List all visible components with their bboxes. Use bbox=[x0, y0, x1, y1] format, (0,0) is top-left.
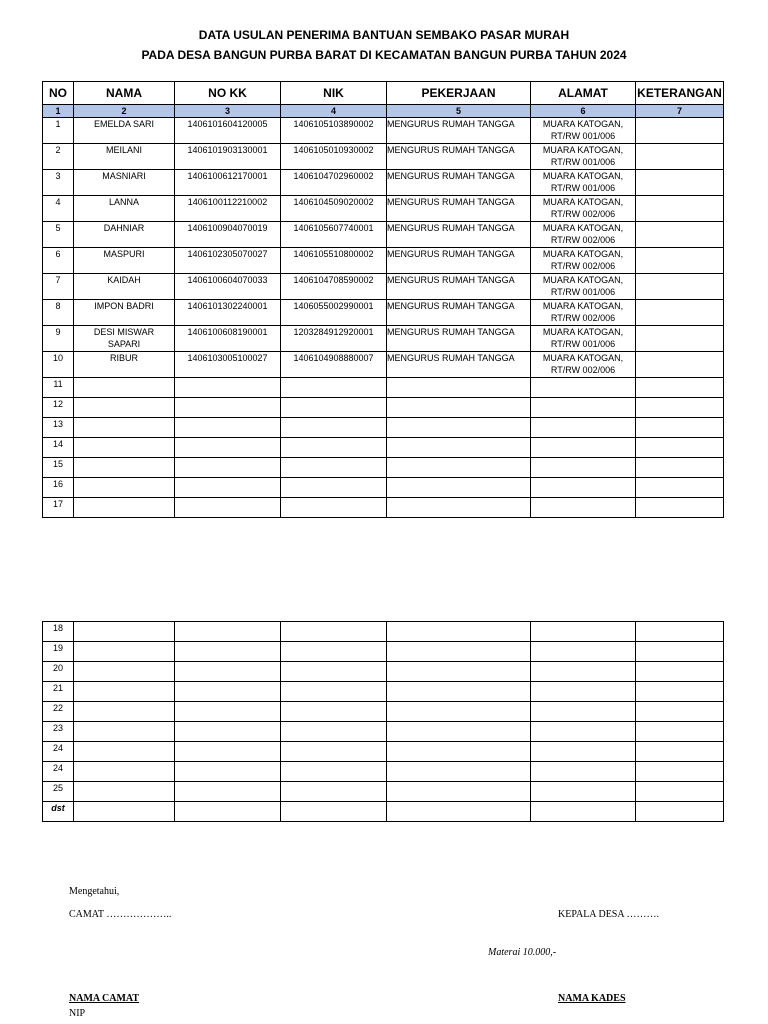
cell-empty bbox=[531, 722, 636, 742]
cell-empty bbox=[74, 782, 175, 802]
cell-keterangan bbox=[636, 170, 724, 196]
cell-empty bbox=[281, 622, 387, 642]
cell-pekerjaan: MENGURUS RUMAH TANGGA bbox=[387, 170, 531, 196]
cell-empty bbox=[175, 682, 281, 702]
table-row bbox=[43, 762, 724, 782]
column-number: 5 bbox=[387, 105, 531, 118]
cell-no: 21 bbox=[43, 682, 74, 702]
column-header-no: NO bbox=[43, 82, 74, 105]
cell-keterangan bbox=[636, 352, 724, 378]
stamp-duty-label: Materai 10.000,- bbox=[488, 947, 557, 958]
cell-no: 7 bbox=[43, 274, 74, 300]
column-header-nik: NIK bbox=[281, 82, 387, 105]
cell-no: 13 bbox=[43, 418, 74, 438]
cell-keterangan bbox=[636, 196, 724, 222]
cell-empty bbox=[636, 458, 724, 478]
column-header-keterangan: KETERANGAN bbox=[636, 82, 724, 105]
cell-keterangan bbox=[636, 222, 724, 248]
cell-keterangan bbox=[636, 118, 724, 144]
cell-empty bbox=[281, 378, 387, 398]
cell-nama: EMELDA SARI bbox=[74, 118, 175, 144]
cell-empty bbox=[531, 742, 636, 762]
alamat-line-1: MUARA KATOGAN, bbox=[542, 197, 624, 207]
cell-empty bbox=[531, 418, 636, 438]
cell-empty bbox=[281, 398, 387, 418]
cell-empty bbox=[636, 722, 724, 742]
table-row bbox=[43, 642, 724, 662]
cell-empty bbox=[387, 742, 531, 762]
cell-empty bbox=[74, 802, 175, 822]
document-title-line-1: DATA USULAN PENERIMA BANTUAN SEMBAKO PASAR MURAH bbox=[198, 28, 570, 42]
cell-empty bbox=[636, 662, 724, 682]
table-row bbox=[43, 682, 724, 702]
cell-empty bbox=[531, 398, 636, 418]
cell-nama: DESI MISWAR SAPARI bbox=[74, 326, 175, 352]
cell-empty bbox=[281, 782, 387, 802]
cell-empty bbox=[74, 478, 175, 498]
cell-empty bbox=[175, 642, 281, 662]
cell-pekerjaan: MENGURUS RUMAH TANGGA bbox=[387, 248, 531, 274]
cell-no-kk: 1406100112210002 bbox=[175, 196, 281, 222]
cell-empty bbox=[175, 458, 281, 478]
cell-keterangan bbox=[636, 326, 724, 352]
cell-keterangan bbox=[636, 248, 724, 274]
alamat-line-2: RT/RW 001/006 bbox=[550, 287, 616, 297]
table-row bbox=[43, 274, 724, 300]
column-header-nama: NAMA bbox=[74, 82, 175, 105]
cell-empty bbox=[74, 762, 175, 782]
cell-empty bbox=[636, 762, 724, 782]
table-row bbox=[43, 802, 724, 822]
cell-empty bbox=[387, 458, 531, 478]
cell-nama: IMPON BADRI bbox=[74, 300, 175, 326]
cell-empty bbox=[531, 662, 636, 682]
cell-alamat bbox=[531, 144, 636, 170]
cell-alamat bbox=[531, 300, 636, 326]
table-row bbox=[43, 742, 724, 762]
cell-alamat bbox=[531, 248, 636, 274]
cell-empty bbox=[387, 378, 531, 398]
cell-no: 20 bbox=[43, 662, 74, 682]
alamat-line-2: RT/RW 002/006 bbox=[550, 365, 616, 375]
cell-no: 10 bbox=[43, 352, 74, 378]
table-row bbox=[43, 438, 724, 458]
cell-nik: 1406104908880007 bbox=[281, 352, 387, 378]
cell-empty bbox=[175, 498, 281, 518]
cell-no-kk: 1406100612170001 bbox=[175, 170, 281, 196]
cell-alamat bbox=[531, 118, 636, 144]
cell-nik: 1406104702960002 bbox=[281, 170, 387, 196]
cell-empty bbox=[74, 498, 175, 518]
cell-nik: 1406105510800002 bbox=[281, 248, 387, 274]
cell-empty bbox=[387, 682, 531, 702]
cell-nik: 1203284912920001 bbox=[281, 326, 387, 352]
cell-empty bbox=[175, 478, 281, 498]
column-header-no-kk: NO KK bbox=[175, 82, 281, 105]
cell-keterangan bbox=[636, 300, 724, 326]
cell-nik: 1406104708590002 bbox=[281, 274, 387, 300]
cell-no-kk: 1406101903130001 bbox=[175, 144, 281, 170]
alamat-line-2: RT/RW 002/006 bbox=[550, 313, 616, 323]
cell-empty bbox=[531, 498, 636, 518]
alamat-line-1: MUARA KATOGAN, bbox=[542, 145, 624, 155]
cell-no-kk: 1406101302240001 bbox=[175, 300, 281, 326]
alamat-line-1: MUARA KATOGAN, bbox=[542, 223, 624, 233]
cell-empty bbox=[636, 398, 724, 418]
cell-no: 12 bbox=[43, 398, 74, 418]
cell-empty bbox=[387, 702, 531, 722]
cell-alamat bbox=[531, 274, 636, 300]
column-number: 1 bbox=[43, 105, 74, 118]
cell-no: 22 bbox=[43, 702, 74, 722]
cell-pekerjaan: MENGURUS RUMAH TANGGA bbox=[387, 274, 531, 300]
cell-empty bbox=[531, 642, 636, 662]
alamat-line-1: MUARA KATOGAN, bbox=[542, 119, 624, 129]
cell-empty bbox=[175, 418, 281, 438]
cell-empty bbox=[175, 378, 281, 398]
cell-no: 1 bbox=[43, 118, 74, 144]
cell-empty bbox=[387, 438, 531, 458]
cell-no: 18 bbox=[43, 622, 74, 642]
cell-alamat bbox=[531, 196, 636, 222]
alamat-line-2: RT/RW 001/006 bbox=[550, 183, 616, 193]
cell-nama: DAHNIAR bbox=[74, 222, 175, 248]
cell-empty bbox=[74, 418, 175, 438]
cell-empty bbox=[175, 438, 281, 458]
cell-no: 14 bbox=[43, 438, 74, 458]
cell-empty bbox=[175, 742, 281, 762]
cell-empty bbox=[636, 478, 724, 498]
table-row bbox=[43, 782, 724, 802]
cell-empty bbox=[387, 498, 531, 518]
cell-nama: RIBUR bbox=[74, 352, 175, 378]
cell-empty bbox=[281, 498, 387, 518]
cell-no: 25 bbox=[43, 782, 74, 802]
cell-empty bbox=[387, 622, 531, 642]
cell-empty bbox=[175, 802, 281, 822]
cell-nik: 1406105103890002 bbox=[281, 118, 387, 144]
column-number-row bbox=[43, 105, 724, 118]
cell-nama: KAIDAH bbox=[74, 274, 175, 300]
cell-nama: LANNA bbox=[74, 196, 175, 222]
cell-empty bbox=[636, 742, 724, 762]
cell-nik: 1406104509020002 bbox=[281, 196, 387, 222]
cell-pekerjaan: MENGURUS RUMAH TANGGA bbox=[387, 196, 531, 222]
cell-empty bbox=[74, 702, 175, 722]
cell-nik: 1406105010930002 bbox=[281, 144, 387, 170]
cell-empty bbox=[74, 458, 175, 478]
cell-empty bbox=[175, 762, 281, 782]
cell-no: 24 bbox=[43, 762, 74, 782]
cell-pekerjaan: MENGURUS RUMAH TANGGA bbox=[387, 118, 531, 144]
cell-empty bbox=[531, 438, 636, 458]
alamat-line-2: RT/RW 002/006 bbox=[550, 235, 616, 245]
alamat-line-2: RT/RW 002/006 bbox=[550, 209, 616, 219]
cell-no-kk: 1406103005100027 bbox=[175, 352, 281, 378]
cell-empty bbox=[531, 458, 636, 478]
cell-empty bbox=[387, 662, 531, 682]
cell-empty bbox=[74, 438, 175, 458]
cell-empty bbox=[175, 662, 281, 682]
cell-empty bbox=[387, 418, 531, 438]
table-row bbox=[43, 300, 724, 326]
cell-empty bbox=[531, 702, 636, 722]
alamat-line-1: MUARA KATOGAN, bbox=[542, 249, 624, 259]
table-row bbox=[43, 196, 724, 222]
alamat-line-1: MUARA KATOGAN, bbox=[542, 301, 624, 311]
cell-alamat bbox=[531, 222, 636, 248]
camat-name-signature: NAMA CAMAT bbox=[69, 993, 140, 1004]
cell-nama: MEILANI bbox=[74, 144, 175, 170]
column-number: 6 bbox=[531, 105, 636, 118]
nip-label: NIP bbox=[69, 1008, 86, 1019]
table-row bbox=[43, 352, 724, 378]
cell-empty bbox=[531, 782, 636, 802]
cell-no: 24 bbox=[43, 742, 74, 762]
cell-empty bbox=[531, 378, 636, 398]
cell-empty bbox=[175, 622, 281, 642]
cell-empty bbox=[387, 722, 531, 742]
cell-empty bbox=[74, 622, 175, 642]
cell-empty bbox=[74, 642, 175, 662]
alamat-line-2: RT/RW 001/006 bbox=[550, 157, 616, 167]
cell-empty bbox=[636, 702, 724, 722]
table-row bbox=[43, 144, 724, 170]
cell-no: 8 bbox=[43, 300, 74, 326]
table-row bbox=[43, 326, 724, 352]
cell-empty bbox=[636, 498, 724, 518]
cell-empty bbox=[74, 742, 175, 762]
cell-no: 6 bbox=[43, 248, 74, 274]
table-row bbox=[43, 118, 724, 144]
cell-nama: MASPURI bbox=[74, 248, 175, 274]
cell-empty bbox=[636, 378, 724, 398]
cell-empty bbox=[281, 702, 387, 722]
column-header-pekerjaan: PEKERJAAN bbox=[387, 82, 531, 105]
cell-no: 3 bbox=[43, 170, 74, 196]
table-row bbox=[43, 248, 724, 274]
cell-alamat bbox=[531, 326, 636, 352]
column-number: 2 bbox=[74, 105, 175, 118]
cell-no: 16 bbox=[43, 478, 74, 498]
cell-no-kk: 1406100604070033 bbox=[175, 274, 281, 300]
kepala-desa-label: KEPALA DESA ………. bbox=[558, 909, 660, 920]
cell-empty bbox=[636, 622, 724, 642]
cell-pekerjaan: MENGURUS RUMAH TANGGA bbox=[387, 326, 531, 352]
cell-empty bbox=[281, 418, 387, 438]
column-number: 3 bbox=[175, 105, 281, 118]
cell-empty bbox=[636, 642, 724, 662]
cell-empty bbox=[74, 378, 175, 398]
table-row bbox=[43, 458, 724, 478]
cell-no: 2 bbox=[43, 144, 74, 170]
cell-empty bbox=[531, 478, 636, 498]
cell-no: 9 bbox=[43, 326, 74, 352]
cell-nik: 1406105607740001 bbox=[281, 222, 387, 248]
cell-empty bbox=[281, 478, 387, 498]
table-row bbox=[43, 702, 724, 722]
table-row bbox=[43, 498, 724, 518]
cell-empty bbox=[387, 398, 531, 418]
cell-pekerjaan: MENGURUS RUMAH TANGGA bbox=[387, 300, 531, 326]
cell-pekerjaan: MENGURUS RUMAH TANGGA bbox=[387, 222, 531, 248]
cell-empty bbox=[531, 762, 636, 782]
cell-empty bbox=[281, 742, 387, 762]
cell-empty bbox=[531, 622, 636, 642]
cell-empty bbox=[281, 642, 387, 662]
column-number: 4 bbox=[281, 105, 387, 118]
column-header-alamat: ALAMAT bbox=[531, 82, 636, 105]
table-row bbox=[43, 722, 724, 742]
cell-empty bbox=[636, 802, 724, 822]
acknowledged-label: Mengetahui, bbox=[69, 886, 120, 897]
cell-no: 17 bbox=[43, 498, 74, 518]
cell-empty bbox=[74, 398, 175, 418]
cell-no: 23 bbox=[43, 722, 74, 742]
cell-empty bbox=[281, 802, 387, 822]
cell-keterangan bbox=[636, 144, 724, 170]
cell-empty bbox=[281, 682, 387, 702]
cell-nama: MASNIARI bbox=[74, 170, 175, 196]
cell-empty bbox=[281, 438, 387, 458]
recipient-table bbox=[42, 81, 724, 518]
cell-empty bbox=[74, 722, 175, 742]
table-row bbox=[43, 398, 724, 418]
cell-empty bbox=[636, 438, 724, 458]
cell-empty bbox=[175, 722, 281, 742]
cell-empty bbox=[387, 642, 531, 662]
alamat-line-1: MUARA KATOGAN, bbox=[542, 353, 624, 363]
cell-no-kk: 1406100904070019 bbox=[175, 222, 281, 248]
cell-empty bbox=[74, 662, 175, 682]
cell-alamat bbox=[531, 352, 636, 378]
cell-empty bbox=[636, 782, 724, 802]
cell-alamat bbox=[531, 170, 636, 196]
cell-no: 15 bbox=[43, 458, 74, 478]
cell-no: 5 bbox=[43, 222, 74, 248]
cell-pekerjaan: MENGURUS RUMAH TANGGA bbox=[387, 144, 531, 170]
alamat-line-2: RT/RW 001/006 bbox=[550, 339, 616, 349]
table-row bbox=[43, 418, 724, 438]
cell-empty bbox=[281, 662, 387, 682]
recipient-table-continued bbox=[42, 621, 724, 822]
cell-empty bbox=[281, 762, 387, 782]
camat-label: CAMAT ……………….. bbox=[69, 909, 172, 920]
cell-empty bbox=[636, 418, 724, 438]
cell-empty bbox=[175, 782, 281, 802]
cell-empty bbox=[175, 702, 281, 722]
alamat-line-1: MUARA KATOGAN, bbox=[542, 171, 624, 181]
column-number: 7 bbox=[636, 105, 724, 118]
cell-empty bbox=[636, 682, 724, 702]
cell-no-kk: 1406100608190001 bbox=[175, 326, 281, 352]
cell-empty bbox=[531, 682, 636, 702]
cell-no: dst bbox=[43, 802, 74, 822]
cell-keterangan bbox=[636, 274, 724, 300]
cell-nik: 1406055002990001 bbox=[281, 300, 387, 326]
cell-no: 4 bbox=[43, 196, 74, 222]
cell-empty bbox=[387, 802, 531, 822]
alamat-line-2: RT/RW 002/006 bbox=[550, 261, 616, 271]
table-header-row bbox=[43, 82, 724, 105]
alamat-line-1: MUARA KATOGAN, bbox=[542, 275, 624, 285]
cell-empty bbox=[387, 762, 531, 782]
cell-no-kk: 1406101604120005 bbox=[175, 118, 281, 144]
cell-empty bbox=[175, 398, 281, 418]
cell-empty bbox=[74, 682, 175, 702]
table-row bbox=[43, 622, 724, 642]
cell-no: 11 bbox=[43, 378, 74, 398]
cell-empty bbox=[387, 478, 531, 498]
cell-empty bbox=[531, 802, 636, 822]
table-row bbox=[43, 378, 724, 398]
cell-empty bbox=[281, 458, 387, 478]
document-title-line-2: PADA DESA BANGUN PURBA BARAT DI KECAMATAN BANGUN PURBA TAHUN 2024 bbox=[141, 48, 627, 62]
kades-name-signature: NAMA KADES bbox=[558, 993, 626, 1004]
table-row bbox=[43, 662, 724, 682]
table-row bbox=[43, 170, 724, 196]
cell-no: 19 bbox=[43, 642, 74, 662]
table-row bbox=[43, 222, 724, 248]
alamat-line-1: MUARA KATOGAN, bbox=[542, 327, 624, 337]
cell-pekerjaan: MENGURUS RUMAH TANGGA bbox=[387, 352, 531, 378]
cell-empty bbox=[387, 782, 531, 802]
cell-empty bbox=[281, 722, 387, 742]
alamat-line-2: RT/RW 001/006 bbox=[550, 131, 616, 141]
cell-no-kk: 1406102305070027 bbox=[175, 248, 281, 274]
table-row bbox=[43, 478, 724, 498]
